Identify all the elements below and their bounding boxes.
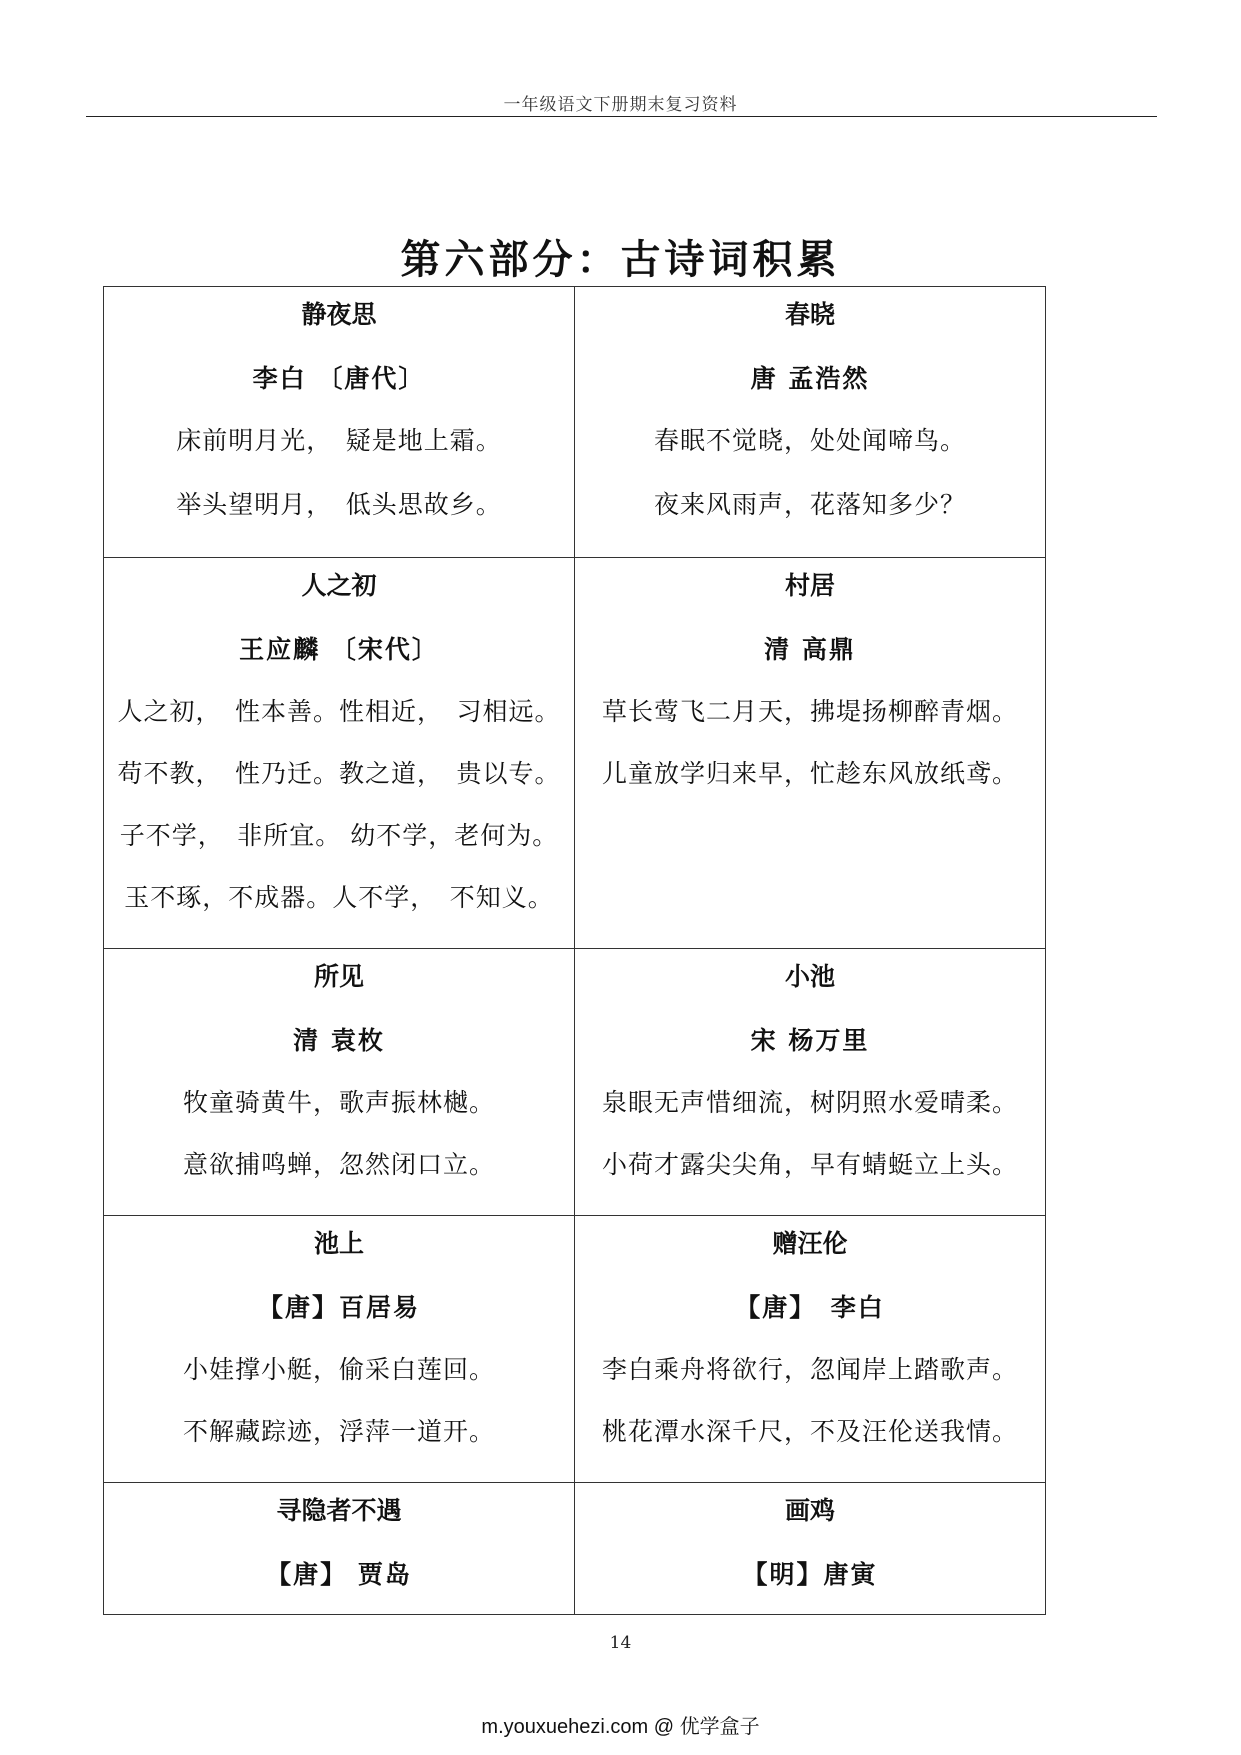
poem-author: 清 袁枚 [293, 1026, 385, 1055]
table-row [104, 1483, 1046, 1615]
poem-line: 儿童放学归来早，忙趁东风放纸鸢。 [601, 759, 1018, 788]
poem-cell [575, 1483, 1046, 1615]
table-row [104, 949, 1046, 1216]
poem-title: 寻隐者不遇 [276, 1496, 402, 1525]
poem-cell [575, 949, 1046, 1216]
header-divider [86, 116, 1157, 117]
poem-author: 【唐】百居易 [257, 1293, 420, 1322]
poem-title: 村居 [784, 571, 835, 600]
poem-cell [104, 1216, 575, 1483]
poem-line: 小荷才露尖尖角，早有蜻蜓立上头。 [601, 1150, 1018, 1179]
section-title: 第六部分：古诗词积累 [400, 236, 841, 283]
poem-line: 春眠不觉晓，处处闻啼鸟。 [653, 426, 966, 455]
poem-line: 草长莺飞二月天，拂堤扬柳醉青烟。 [601, 697, 1018, 726]
poem-line: 不解藏踪迹，浮萍一道开。 [182, 1417, 495, 1446]
poem-title: 静夜思 [301, 300, 377, 329]
poem-title: 人之初 [301, 571, 377, 600]
page-number: 14 [609, 1633, 632, 1653]
table-row [104, 287, 1046, 558]
poem-author: 清 高鼎 [764, 635, 856, 664]
table-row [104, 558, 1046, 949]
poem-cell [104, 558, 575, 949]
poem-line: 人之初， 性本善。性相近， 习相远。 [117, 697, 561, 726]
poem-line: 牧童骑黄牛，歌声振林樾。 [182, 1088, 495, 1117]
poem-author: 【明】唐寅 [742, 1560, 878, 1589]
poem-cell [104, 287, 575, 558]
poem-title: 小池 [784, 962, 835, 991]
poem-title: 池上 [313, 1229, 364, 1258]
poem-cell [575, 287, 1046, 558]
poem-author: 唐 孟浩然 [750, 364, 870, 393]
poem-line: 夜来风雨声，花落知多少？ [653, 490, 966, 519]
poem-title: 赠汪伦 [772, 1229, 848, 1258]
poem-line: 桃花潭水深千尺，不及汪伦送我情。 [601, 1417, 1018, 1446]
poem-line: 意欲捕鸣蝉，忽然闭口立。 [182, 1150, 495, 1179]
footer-watermark: m.youxuehezi.com @ 优学盒子 [481, 1716, 760, 1738]
table-row [104, 1216, 1046, 1483]
poem-cell [104, 1483, 575, 1615]
poem-line: 床前明月光， 疑是地上霜。 [176, 426, 502, 455]
poem-line: 小娃撑小艇，偷采白莲回。 [182, 1355, 495, 1384]
page-header: 一年级语文下册期末复习资料 [503, 95, 738, 115]
poem-line: 泉眼无声惜细流，树阴照水爱晴柔。 [601, 1088, 1018, 1117]
poems-table [103, 286, 1046, 1615]
poem-cell [104, 949, 575, 1216]
poem-line: 子不学， 非所宜。 幼不学，老何为。 [119, 821, 559, 850]
poem-author: 李白 〔唐代〕 [252, 364, 426, 393]
poem-line: 玉不琢，不成器。人不学， 不知义。 [124, 883, 554, 912]
poem-author: 王应麟 〔宋代〕 [239, 635, 439, 664]
poem-title: 所见 [313, 962, 364, 991]
poem-cell [575, 558, 1046, 949]
poem-title: 画鸡 [784, 1496, 835, 1525]
poem-author: 宋 杨万里 [750, 1026, 870, 1055]
poem-author: 【唐】 贾岛 [266, 1560, 412, 1589]
poem-line: 李白乘舟将欲行，忽闻岸上踏歌声。 [601, 1355, 1018, 1384]
poem-line: 苟不教， 性乃迁。教之道， 贵以专。 [117, 759, 561, 788]
poem-author: 【唐】 李白 [735, 1293, 885, 1322]
poem-cell [575, 1216, 1046, 1483]
poem-title: 春晓 [784, 300, 835, 329]
poem-line: 举头望明月， 低头思故乡。 [176, 490, 502, 519]
